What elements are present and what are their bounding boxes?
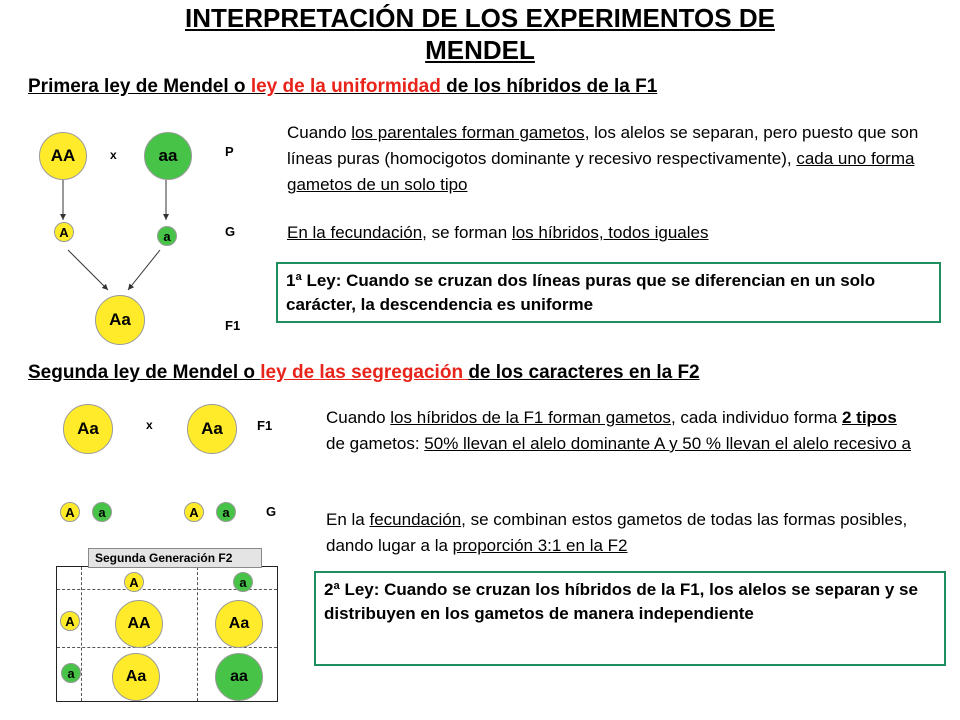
f1-parent-1-circle: Aa — [63, 404, 113, 454]
f2-title: Segunda Generación F2 — [88, 548, 262, 568]
first-law-heading-highlight: ley de la uniformidad — [250, 76, 441, 97]
second-law-heading — [28, 362, 700, 384]
gamete-A-circle: A — [184, 502, 204, 522]
text-run: , los alelos se separan, pero puesto que son líneas puras (homocigotos dominante y recesivo respectivamente), — [287, 123, 919, 168]
parent-aa-circle: aa — [144, 132, 192, 180]
text-run: Cuando — [287, 123, 352, 142]
cross-symbol: x — [110, 148, 117, 162]
cell-Aa-circle: Aa — [215, 600, 263, 648]
text-run: Cuando — [326, 408, 391, 427]
gamete-A-circle: A — [60, 502, 80, 522]
col-header-a: a — [233, 572, 253, 592]
text-run: , se forman — [422, 223, 512, 242]
first-law-box: 1ª Ley: Cuando se cruzan dos líneas puras que se diferencian en un solo carácter, la descendencia es uniforme — [276, 262, 941, 323]
f1-parent-2-circle: Aa — [187, 404, 237, 454]
parent-AA-circle: AA — [39, 132, 87, 180]
label-g: G — [266, 504, 277, 519]
text-run: de gametos: — [326, 434, 425, 453]
title-line-1: INTERPRETACIÓN DE LOS EXPERIMENTOS DE — [185, 3, 775, 33]
second-law-heading-post: de los caracteres en la F2 — [468, 362, 700, 383]
underlined-run: los parentales forman gametos — [351, 123, 585, 142]
label-f1: F1 — [257, 418, 273, 433]
bold-underlined-run: 2 tipos — [841, 408, 897, 427]
cell-Aa-circle: Aa — [112, 653, 160, 701]
label-g: G — [225, 224, 236, 239]
label-f1: F1 — [225, 318, 241, 333]
gamete-a-circle: a — [92, 502, 112, 522]
gamete-a-circle: a — [216, 502, 236, 522]
row-header-A: A — [60, 611, 80, 631]
text-run: , se combinan estos gametos de todas las formas posibles, dando lugar a la — [326, 510, 908, 555]
cell-AA-circle: AA — [115, 600, 163, 648]
cross-symbol: x — [146, 418, 153, 432]
text-run: , cada individuo forma — [670, 408, 842, 427]
underlined-run: los híbridos, todos iguales — [511, 223, 709, 242]
underlined-run: En la fecundación — [287, 223, 423, 242]
text-run: En la — [326, 510, 370, 529]
cell-aa-circle: aa — [215, 653, 263, 701]
first-law-heading-post: de los híbridos de la F1 — [440, 76, 658, 97]
row-header-a: a — [61, 663, 81, 683]
underlined-run: fecundación — [369, 510, 462, 529]
underlined-run: los híbridos de la F1 forman gametos — [390, 408, 671, 427]
offspring-Aa-circle: Aa — [95, 295, 145, 345]
underlined-run: proporción 3:1 en la F2 — [452, 536, 628, 555]
second-law-heading-highlight: ley de las segregación — [260, 362, 469, 383]
underlined-run: 50% llevan el alelo dominante A y 50 % llevan el alelo recesivo a — [424, 434, 911, 453]
underlined-run: cada uno forma gametos de un solo tipo — [287, 149, 915, 194]
col-header-A: A — [124, 572, 144, 592]
second-law-paragraph-2 — [326, 507, 911, 559]
second-law-paragraph-1 — [326, 405, 911, 457]
label-p: P — [225, 144, 234, 159]
second-law-heading-pre: Segunda ley de Mendel o — [28, 362, 261, 383]
gamete-A-circle: A — [54, 222, 74, 242]
title-line-2: MENDEL — [425, 35, 535, 65]
second-law-box: 2ª Ley: Cuando se cruzan los híbridos de la F1, los alelos se separan y se distribuyen en los gametos de manera independiente — [314, 571, 946, 666]
gamete-a-circle: a — [157, 226, 177, 246]
grid-divider — [81, 567, 82, 701]
grid-divider — [197, 567, 198, 701]
first-law-heading-pre: Primera ley de Mendel o — [28, 76, 251, 97]
